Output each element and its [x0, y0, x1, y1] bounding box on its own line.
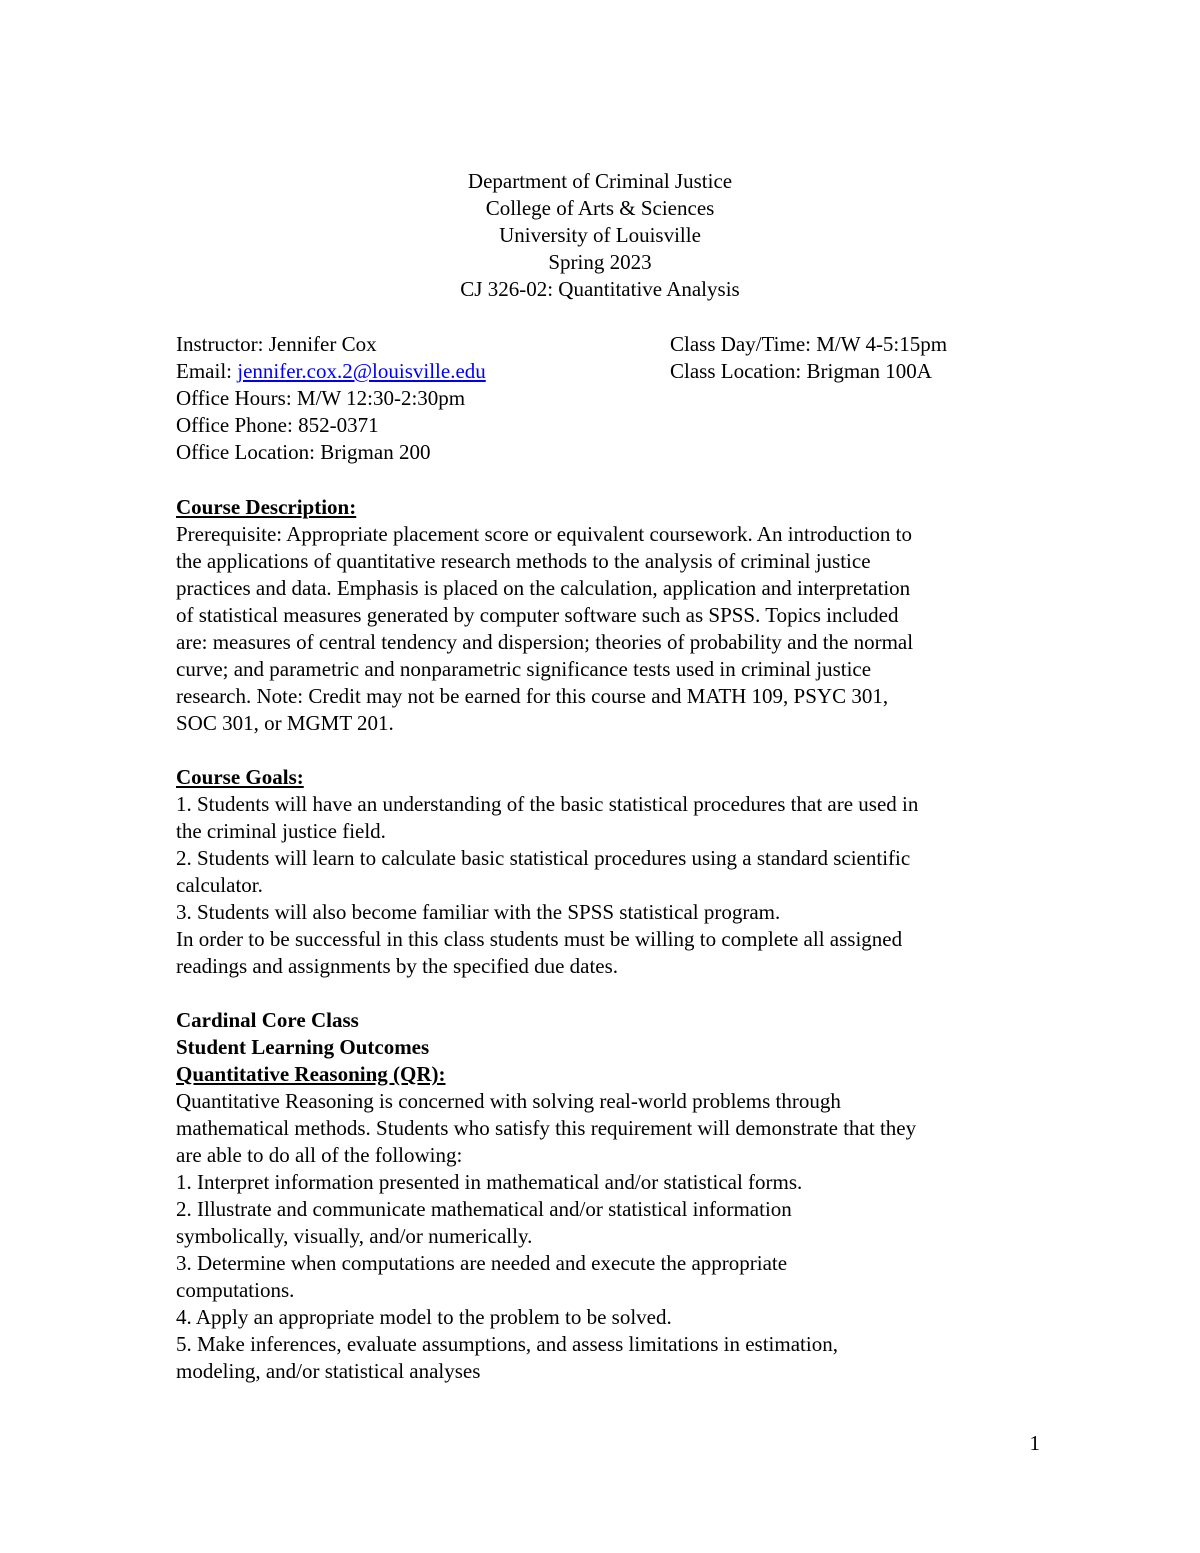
- course-header: [0, 168, 1200, 303]
- email-link[interactable]: jennifer.cox.2@louisville.edu: [237, 359, 486, 383]
- goals-line: calculator.: [176, 873, 263, 897]
- description-line: SOC 301, or MGMT 201.: [176, 711, 394, 735]
- course-description-section: [176, 494, 1026, 737]
- college-line: College of Arts & Sciences: [485, 196, 715, 220]
- core-line: modeling, and/or statistical analyses: [176, 1359, 481, 1383]
- quantitative-reasoning-heading: Quantitative Reasoning (QR):: [176, 1062, 446, 1086]
- description-line: practices and data. Emphasis is placed on the calculation, application and interpretation: [176, 576, 911, 600]
- learning-outcomes-heading: Student Learning Outcomes: [176, 1035, 430, 1059]
- class-info: [670, 331, 1100, 385]
- course-goals-section: [176, 764, 1026, 980]
- description-line: the applications of quantitative research methods to the analysis of criminal justice: [176, 549, 871, 573]
- goals-line: 2. Students will learn to calculate basic statistical procedures using a standard scientific: [176, 846, 911, 870]
- cardinal-core-heading: Cardinal Core Class: [176, 1008, 359, 1032]
- course-title: CJ 326-02: Quantitative Analysis: [460, 277, 740, 301]
- core-line: mathematical methods. Students who satisfy this requirement will demonstrate that they: [176, 1116, 917, 1140]
- core-line: 4. Apply an appropriate model to the problem to be solved.: [176, 1305, 672, 1329]
- office-phone: Office Phone: 852-0371: [176, 413, 379, 437]
- description-line: research. Note: Credit may not be earned for this course and MATH 109, PSYC 301,: [176, 684, 889, 708]
- class-day-time: Class Day/Time: M/W 4-5:15pm: [670, 332, 948, 356]
- core-line: 5. Make inferences, evaluate assumptions, and assess limitations in estimation,: [176, 1332, 838, 1356]
- cardinal-core-section: [176, 1007, 1026, 1385]
- goals-line: readings and assignments by the specified due dates.: [176, 954, 619, 978]
- instructor-name: Instructor: Jennifer Cox: [176, 332, 377, 356]
- office-location: Office Location: Brigman 200: [176, 440, 431, 464]
- goals-line: the criminal justice field.: [176, 819, 386, 843]
- core-line: computations.: [176, 1278, 295, 1302]
- email-line: [176, 358, 656, 385]
- goals-line: 3. Students will also become familiar with the SPSS statistical program.: [176, 900, 781, 924]
- class-location: Class Location: Brigman 100A: [670, 359, 932, 383]
- university-line: University of Louisville: [499, 223, 701, 247]
- instructor-info: [176, 331, 656, 466]
- core-line: 2. Illustrate and communicate mathematical and/or statistical information: [176, 1197, 792, 1221]
- goals-line: In order to be successful in this class students must be willing to complete all assigned: [176, 927, 903, 951]
- description-line: of statistical measures generated by computer software such as SPSS. Topics included: [176, 603, 899, 627]
- goals-line: 1. Students will have an understanding of the basic statistical procedures that are used in: [176, 792, 919, 816]
- core-line: symbolically, visually, and/or numerically.: [176, 1224, 533, 1248]
- description-line: Prerequisite: Appropriate placement score or equivalent coursework. An introduction to: [176, 522, 912, 546]
- description-line: curve; and parametric and nonparametric significance tests used in criminal justice: [176, 657, 872, 681]
- email-label: Email:: [176, 359, 238, 383]
- office-hours: Office Hours: M/W 12:30-2:30pm: [176, 386, 466, 410]
- description-line: are: measures of central tendency and dispersion; theories of probability and the normal: [176, 630, 914, 654]
- course-description-heading: Course Description:: [176, 495, 357, 519]
- page-number: 1: [1029, 1431, 1040, 1455]
- term-line: Spring 2023: [548, 250, 652, 274]
- core-line: 3. Determine when computations are needed and execute the appropriate: [176, 1251, 788, 1275]
- core-line: Quantitative Reasoning is concerned with solving real-world problems through: [176, 1089, 841, 1113]
- core-line: are able to do all of the following:: [176, 1143, 463, 1167]
- department-line: Department of Criminal Justice: [467, 169, 733, 193]
- course-goals-heading: Course Goals:: [176, 765, 304, 789]
- core-line: 1. Interpret information presented in mathematical and/or statistical forms.: [176, 1170, 803, 1194]
